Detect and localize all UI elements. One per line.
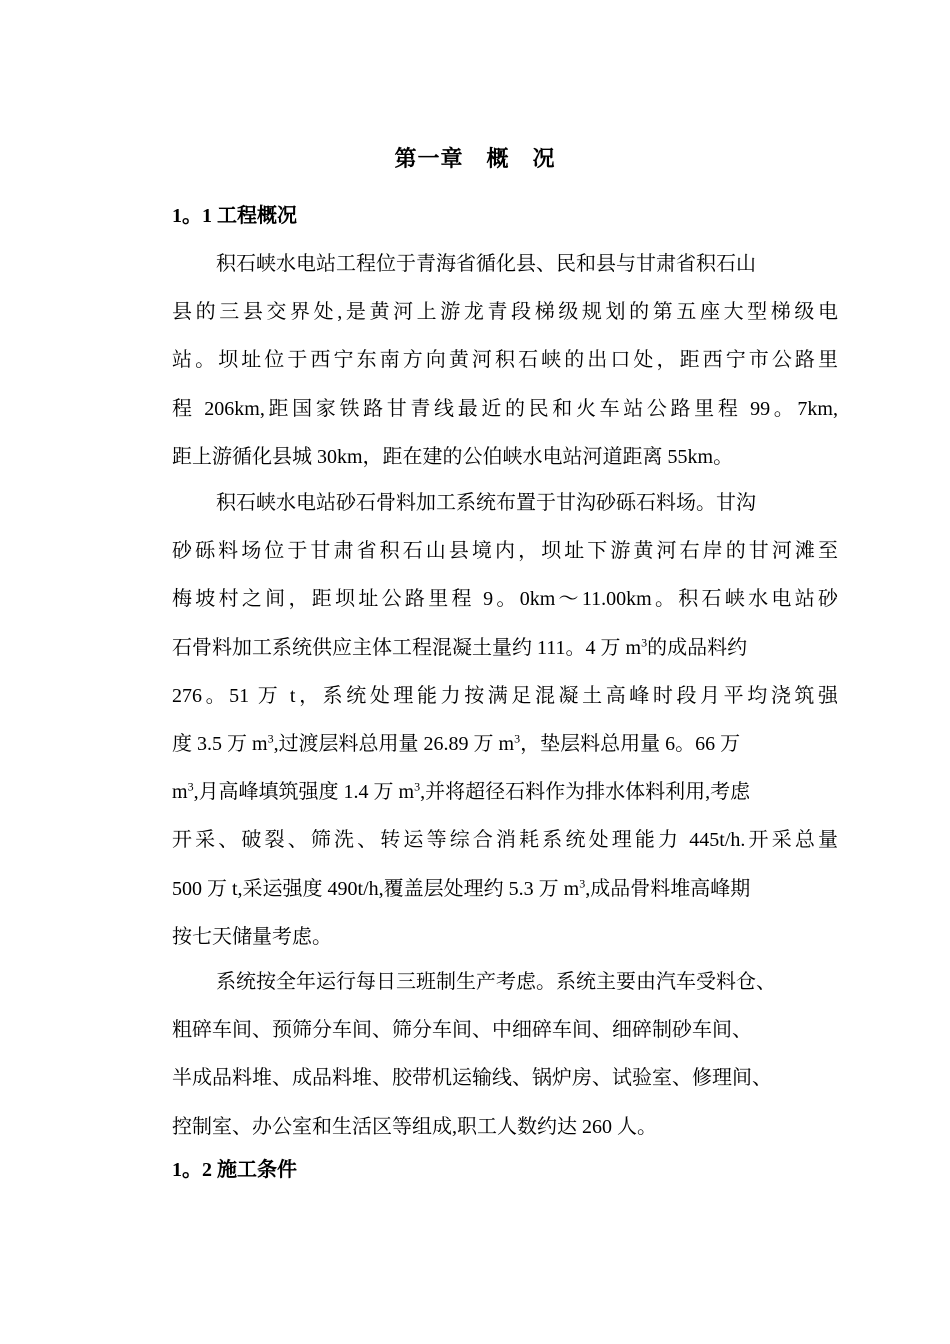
paragraph-line: 距上游循化县城 30km，距在建的公伯峡水电站河道距离 55km。	[172, 445, 734, 468]
paragraph-line: 半成品料堆、成品料堆、胶带机运输线、锅炉房、试验室、修理间、	[172, 1067, 772, 1090]
text-run: m	[172, 781, 188, 804]
superscript: 3	[641, 634, 648, 649]
paragraph-line: 276。51 万 t，系统处理能力按满足混凝土高峰时段月平均浇筑强	[172, 684, 838, 707]
paragraph-line: 程 206km,距国家铁路甘青线最近的民和火车站公路里程 99。7km,	[172, 397, 838, 420]
paragraph-line	[172, 624, 838, 672]
superscript: 3	[414, 779, 421, 794]
superscript: 3	[579, 875, 586, 890]
paragraph-line	[172, 768, 838, 816]
text-run: 500 万 t,采运强度 490t/h,覆盖层处理约 5.3 万 m	[172, 877, 580, 900]
superscript: 3	[267, 731, 274, 746]
text-run: ,成品骨料堆高峰期	[585, 877, 751, 900]
paragraph-line: 按七天储量考虑。	[172, 925, 332, 948]
paragraph-line: 站。坝址位于西宁东南方向黄河积石峡的出口处，距西宁市公路里	[172, 349, 838, 372]
chapter-title: 第一章 概 况	[394, 146, 556, 171]
paragraph-project-location	[172, 240, 838, 481]
paragraph-aggregate-system	[172, 479, 838, 961]
paragraph-line: 积石峡水电站砂石骨料加工系统布置于甘沟砂砾石料场。甘沟	[216, 492, 756, 514]
paragraph-line: 粗碎车间、预筛分车间、筛分车间、中细碎车间、细碎制砂车间、	[172, 1019, 752, 1042]
paragraph-line	[172, 865, 838, 913]
paragraph-line: 系统按全年运行每日三班制生产考虑。系统主要由汽车受料仓、	[216, 971, 776, 993]
paragraph-line: 积石峡水电站工程位于青海省循化县、民和县与甘肃省积石山	[216, 253, 756, 275]
text-run: ,月高峰填筑强度 1.4 万 m	[193, 781, 415, 804]
text-run: 度 3.5 万 m	[172, 733, 268, 756]
superscript: 3	[187, 779, 194, 794]
text-run: ,并将超径石料作为排水体料利用,考虑	[420, 781, 751, 804]
superscript: 3	[514, 731, 521, 746]
text-run: 的成品料约	[647, 636, 748, 659]
paragraph-line: 砂砾料场位于甘肃省积石山县境内，坝址下游黄河右岸的甘河滩至	[172, 540, 838, 563]
text-run: 石骨料加工系统供应主体工程混凝土量约 111。4 万 m	[172, 636, 642, 659]
paragraph-line	[172, 720, 838, 768]
text-run: ，垫层料总用量 6。66 万	[520, 733, 741, 756]
section-heading-1-2: 1。2 施工条件	[172, 1159, 297, 1181]
section-heading-1-1: 1。1 工程概况	[172, 205, 297, 227]
paragraph-line: 开采、破裂、筛洗、转运等综合消耗系统处理能力 445t/h.开采总量	[172, 829, 838, 852]
text-run: ,过渡层料总用量 26.89 万 m	[273, 733, 515, 756]
paragraph-line: 梅坡村之间，距坝址公路里程 9。0km～11.00km。积石峡水电站砂	[172, 588, 838, 611]
paragraph-line: 县的三县交界处,是黄河上游龙青段梯级规划的第五座大型梯级电	[172, 301, 838, 324]
paragraph-system-composition	[172, 958, 838, 1151]
paragraph-line: 控制室、办公室和生活区等组成,职工人数约达 260 人。	[172, 1115, 657, 1138]
